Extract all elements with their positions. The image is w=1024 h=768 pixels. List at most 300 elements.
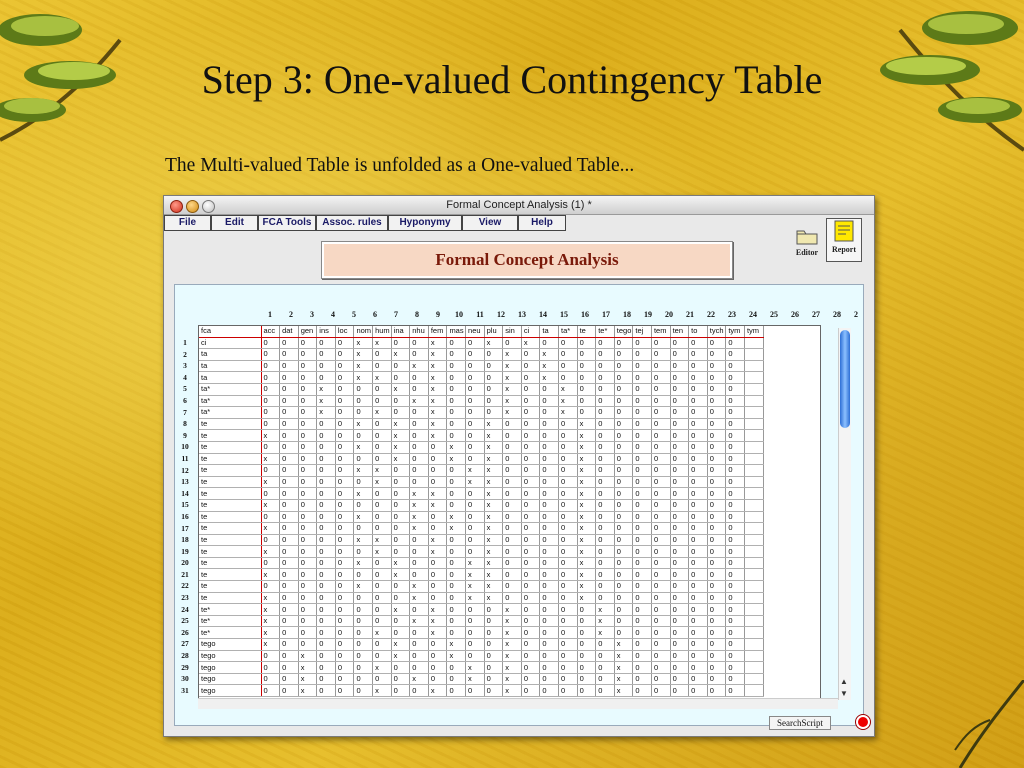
table-cell[interactable]: 0	[335, 383, 354, 395]
table-cell[interactable]	[744, 465, 763, 477]
table-cell[interactable]: 0	[559, 476, 578, 488]
table-cell[interactable]: x	[577, 557, 596, 569]
row-label[interactable]: tego	[199, 662, 261, 674]
table-cell[interactable]: 0	[466, 383, 485, 395]
table-cell[interactable]: x	[373, 465, 392, 477]
table-cell[interactable]: x	[317, 383, 336, 395]
column-header[interactable]: fem	[428, 326, 447, 337]
table-cell[interactable]: 0	[559, 523, 578, 535]
table-cell[interactable]: 0	[633, 569, 652, 581]
row-label[interactable]: te*	[199, 627, 261, 639]
table-cell[interactable]: 0	[577, 662, 596, 674]
report-tool[interactable]	[826, 218, 862, 262]
table-cell[interactable]: 0	[726, 349, 745, 361]
table-cell[interactable]: 0	[540, 407, 559, 419]
table-cell[interactable]: 0	[428, 441, 447, 453]
table-row[interactable]	[199, 337, 763, 349]
table-cell[interactable]: x	[428, 534, 447, 546]
table-cell[interactable]: 0	[633, 523, 652, 535]
table-cell[interactable]: 0	[559, 557, 578, 569]
row-label[interactable]: te	[199, 488, 261, 500]
table-cell[interactable]: x	[484, 581, 503, 593]
table-cell[interactable]: 0	[596, 418, 615, 430]
table-cell[interactable]: 0	[317, 534, 336, 546]
table-cell[interactable]: x	[503, 650, 522, 662]
table-cell[interactable]: x	[410, 499, 429, 511]
table-cell[interactable]: 0	[577, 360, 596, 372]
table-cell[interactable]: 0	[280, 581, 299, 593]
table-cell[interactable]: 0	[726, 534, 745, 546]
table-cell[interactable]: 0	[261, 372, 280, 384]
table-cell[interactable]: 0	[280, 488, 299, 500]
table-cell[interactable]: 0	[447, 662, 466, 674]
table-cell[interactable]: 0	[335, 523, 354, 535]
table-cell[interactable]: x	[559, 407, 578, 419]
horizontal-scrollbar[interactable]	[198, 698, 838, 709]
table-cell[interactable]: 0	[373, 615, 392, 627]
table-cell[interactable]: 0	[521, 383, 540, 395]
table-cell[interactable]: 0	[280, 499, 299, 511]
table-cell[interactable]: x	[428, 360, 447, 372]
table-cell[interactable]: x	[614, 650, 633, 662]
table-cell[interactable]: 0	[466, 511, 485, 523]
table-cell[interactable]: 0	[335, 337, 354, 349]
table-cell[interactable]: 0	[335, 499, 354, 511]
table-cell[interactable]: 0	[280, 511, 299, 523]
table-cell[interactable]: 0	[391, 592, 410, 604]
table-cell[interactable]: x	[354, 465, 373, 477]
table-cell[interactable]: 0	[373, 360, 392, 372]
table-cell[interactable]	[744, 372, 763, 384]
table-cell[interactable]: 0	[298, 430, 317, 442]
table-cell[interactable]: 0	[447, 418, 466, 430]
table-cell[interactable]: 0	[391, 581, 410, 593]
table-cell[interactable]: 0	[335, 604, 354, 616]
table-cell[interactable]: 0	[391, 360, 410, 372]
table-cell[interactable]: 0	[651, 604, 670, 616]
table-cell[interactable]: 0	[317, 499, 336, 511]
table-cell[interactable]: x	[521, 337, 540, 349]
table-cell[interactable]: 0	[633, 441, 652, 453]
menu-help[interactable]: Help	[518, 215, 566, 231]
table-cell[interactable]: 0	[280, 430, 299, 442]
column-header[interactable]: hum	[373, 326, 392, 337]
table-cell[interactable]: 0	[447, 430, 466, 442]
table-cell[interactable]: 0	[577, 395, 596, 407]
table-cell[interactable]: 0	[261, 673, 280, 685]
table-cell[interactable]: 0	[596, 581, 615, 593]
table-cell[interactable]: 0	[670, 395, 689, 407]
table-cell[interactable]	[744, 673, 763, 685]
table-cell[interactable]: 0	[391, 615, 410, 627]
table-cell[interactable]	[744, 349, 763, 361]
table-cell[interactable]: 0	[707, 499, 726, 511]
table-cell[interactable]	[744, 476, 763, 488]
row-label[interactable]: te	[199, 476, 261, 488]
table-row[interactable]	[199, 418, 763, 430]
column-header[interactable]: ta	[540, 326, 559, 337]
table-cell[interactable]: 0	[391, 465, 410, 477]
table-cell[interactable]: 0	[670, 673, 689, 685]
table-cell[interactable]: 0	[280, 546, 299, 558]
menu-hyponymy[interactable]: Hyponymy	[388, 215, 462, 231]
table-cell[interactable]: 0	[335, 592, 354, 604]
table-cell[interactable]: 0	[521, 557, 540, 569]
table-row[interactable]	[199, 372, 763, 384]
table-cell[interactable]	[744, 685, 763, 697]
table-cell[interactable]: 0	[317, 581, 336, 593]
table-cell[interactable]: x	[428, 337, 447, 349]
table-cell[interactable]: x	[577, 499, 596, 511]
table-cell[interactable]: 0	[298, 441, 317, 453]
column-header[interactable]: plu	[484, 326, 503, 337]
table-cell[interactable]: x	[261, 546, 280, 558]
table-cell[interactable]: 0	[373, 523, 392, 535]
table-cell[interactable]: 0	[466, 546, 485, 558]
table-cell[interactable]: 0	[410, 546, 429, 558]
table-cell[interactable]: 0	[354, 615, 373, 627]
table-cell[interactable]: x	[428, 372, 447, 384]
table-cell[interactable]: x	[428, 430, 447, 442]
table-cell[interactable]: 0	[447, 488, 466, 500]
table-cell[interactable]: 0	[317, 673, 336, 685]
table-cell[interactable]: 0	[596, 499, 615, 511]
table-cell[interactable]: 0	[317, 662, 336, 674]
table-cell[interactable]	[744, 592, 763, 604]
table-cell[interactable]: 0	[521, 418, 540, 430]
table-cell[interactable]: 0	[614, 499, 633, 511]
table-cell[interactable]: 0	[261, 662, 280, 674]
table-cell[interactable]: 0	[540, 557, 559, 569]
table-cell[interactable]: 0	[391, 476, 410, 488]
table-cell[interactable]: 0	[633, 488, 652, 500]
table-cell[interactable]: 0	[726, 569, 745, 581]
table-cell[interactable]: 0	[614, 465, 633, 477]
table-cell[interactable]: 0	[466, 615, 485, 627]
column-header[interactable]: tego	[614, 326, 633, 337]
table-cell[interactable]: 0	[559, 627, 578, 639]
table-cell[interactable]: 0	[651, 662, 670, 674]
table-cell[interactable]: 0	[670, 372, 689, 384]
table-cell[interactable]: 0	[726, 662, 745, 674]
table-cell[interactable]: 0	[447, 569, 466, 581]
table-cell[interactable]: 0	[261, 488, 280, 500]
table-cell[interactable]: 0	[521, 476, 540, 488]
table-cell[interactable]: x	[428, 615, 447, 627]
table-cell[interactable]: x	[298, 650, 317, 662]
table-cell[interactable]: 0	[651, 627, 670, 639]
table-cell[interactable]: 0	[466, 453, 485, 465]
table-cell[interactable]: x	[484, 418, 503, 430]
table-cell[interactable]: 0	[540, 418, 559, 430]
table-cell[interactable]: 0	[280, 441, 299, 453]
table-cell[interactable]: 0	[410, 383, 429, 395]
table-cell[interactable]: 0	[726, 523, 745, 535]
table-cell[interactable]: x	[261, 430, 280, 442]
table-cell[interactable]: 0	[317, 465, 336, 477]
table-cell[interactable]: 0	[689, 650, 708, 662]
table-cell[interactable]: 0	[707, 627, 726, 639]
table-cell[interactable]: 0	[410, 627, 429, 639]
table-cell[interactable]: 0	[707, 523, 726, 535]
table-cell[interactable]: 0	[410, 685, 429, 697]
table-cell[interactable]: 0	[707, 673, 726, 685]
table-cell[interactable]: 0	[447, 499, 466, 511]
table-cell[interactable]: x	[577, 581, 596, 593]
table-cell[interactable]: 0	[521, 407, 540, 419]
table-cell[interactable]: 0	[614, 581, 633, 593]
table-cell[interactable]: 0	[335, 639, 354, 651]
table-cell[interactable]: 0	[354, 499, 373, 511]
table-cell[interactable]: x	[577, 465, 596, 477]
table-cell[interactable]: 0	[354, 453, 373, 465]
table-cell[interactable]: x	[447, 441, 466, 453]
table-cell[interactable]: 0	[466, 488, 485, 500]
table-cell[interactable]: 0	[484, 662, 503, 674]
table-cell[interactable]: 0	[559, 569, 578, 581]
table-cell[interactable]: x	[373, 546, 392, 558]
table-cell[interactable]: 0	[689, 662, 708, 674]
table-cell[interactable]: 0	[726, 360, 745, 372]
table-cell[interactable]: 0	[373, 441, 392, 453]
table-cell[interactable]: 0	[298, 418, 317, 430]
table-cell[interactable]: 0	[577, 383, 596, 395]
column-header[interactable]: ten	[670, 326, 689, 337]
table-cell[interactable]	[744, 546, 763, 558]
table-cell[interactable]: x	[410, 395, 429, 407]
table-cell[interactable]: 0	[280, 476, 299, 488]
column-header[interactable]: te*	[596, 326, 615, 337]
table-cell[interactable]: 0	[428, 581, 447, 593]
table-cell[interactable]: 0	[540, 395, 559, 407]
table-row[interactable]	[199, 639, 763, 651]
table-cell[interactable]: 0	[577, 604, 596, 616]
table-cell[interactable]: 0	[670, 499, 689, 511]
table-cell[interactable]: 0	[651, 360, 670, 372]
table-cell[interactable]: 0	[521, 627, 540, 639]
window-titlebar[interactable]	[164, 196, 874, 215]
table-cell[interactable]: 0	[707, 569, 726, 581]
table-cell[interactable]: 0	[280, 523, 299, 535]
table-cell[interactable]: 0	[559, 581, 578, 593]
table-cell[interactable]: 0	[391, 673, 410, 685]
table-cell[interactable]: 0	[335, 441, 354, 453]
table-cell[interactable]: 0	[447, 581, 466, 593]
table-cell[interactable]: 0	[521, 465, 540, 477]
table-cell[interactable]: 0	[651, 337, 670, 349]
table-cell[interactable]: 0	[726, 615, 745, 627]
table-cell[interactable]: 0	[707, 337, 726, 349]
table-cell[interactable]: 0	[354, 604, 373, 616]
table-cell[interactable]: 0	[707, 476, 726, 488]
table-cell[interactable]: 0	[726, 383, 745, 395]
table-cell[interactable]: 0	[726, 372, 745, 384]
column-header[interactable]: sin	[503, 326, 522, 337]
table-cell[interactable]: 0	[707, 546, 726, 558]
table-cell[interactable]: x	[428, 499, 447, 511]
table-cell[interactable]: x	[354, 488, 373, 500]
table-cell[interactable]: 0	[484, 615, 503, 627]
table-cell[interactable]: 0	[726, 337, 745, 349]
table-cell[interactable]	[744, 418, 763, 430]
table-cell[interactable]: 0	[596, 453, 615, 465]
table-row[interactable]	[199, 615, 763, 627]
table-cell[interactable]: 0	[614, 523, 633, 535]
table-cell[interactable]: 0	[670, 511, 689, 523]
table-cell[interactable]: 0	[428, 569, 447, 581]
table-cell[interactable]: x	[410, 615, 429, 627]
row-label[interactable]: te	[199, 453, 261, 465]
table-cell[interactable]: 0	[335, 511, 354, 523]
table-cell[interactable]: x	[298, 685, 317, 697]
table-cell[interactable]: 0	[596, 534, 615, 546]
table-cell[interactable]: 0	[298, 604, 317, 616]
row-label[interactable]: te	[199, 546, 261, 558]
row-label[interactable]: tego	[199, 673, 261, 685]
table-cell[interactable]: 0	[521, 372, 540, 384]
row-label[interactable]: te*	[199, 604, 261, 616]
table-cell[interactable]: 0	[466, 441, 485, 453]
table-cell[interactable]: 0	[633, 627, 652, 639]
table-cell[interactable]: 0	[335, 685, 354, 697]
table-cell[interactable]: x	[577, 546, 596, 558]
table-cell[interactable]: 0	[559, 534, 578, 546]
table-cell[interactable]: 0	[428, 639, 447, 651]
table-cell[interactable]: 0	[540, 453, 559, 465]
table-cell[interactable]: 0	[280, 685, 299, 697]
table-cell[interactable]: x	[373, 685, 392, 697]
table-cell[interactable]: 0	[670, 592, 689, 604]
search-script-button[interactable]: SearchScript	[769, 716, 831, 730]
table-cell[interactable]: 0	[521, 488, 540, 500]
table-cell[interactable]: 0	[726, 639, 745, 651]
column-header[interactable]: nhu	[410, 326, 429, 337]
table-cell[interactable]: 0	[373, 511, 392, 523]
table-cell[interactable]: 0	[373, 581, 392, 593]
table-cell[interactable]: 0	[707, 592, 726, 604]
table-cell[interactable]: 0	[335, 395, 354, 407]
table-cell[interactable]: 0	[410, 372, 429, 384]
table-cell[interactable]: 0	[261, 511, 280, 523]
table-cell[interactable]	[744, 557, 763, 569]
table-cell[interactable]: 0	[670, 453, 689, 465]
table-cell[interactable]: 0	[317, 627, 336, 639]
table-row[interactable]	[199, 453, 763, 465]
table-cell[interactable]: x	[466, 592, 485, 604]
table-cell[interactable]: 0	[670, 523, 689, 535]
table-cell[interactable]: 0	[447, 615, 466, 627]
table-cell[interactable]: 0	[391, 395, 410, 407]
table-cell[interactable]: 0	[651, 499, 670, 511]
table-cell[interactable]: 0	[540, 546, 559, 558]
table-cell[interactable]: 0	[707, 383, 726, 395]
menu-assoc-rules[interactable]: Assoc. rules	[316, 215, 388, 231]
table-cell[interactable]: 0	[447, 476, 466, 488]
table-cell[interactable]: x	[428, 685, 447, 697]
table-cell[interactable]: x	[391, 604, 410, 616]
table-cell[interactable]: 0	[428, 476, 447, 488]
table-cell[interactable]: 0	[410, 418, 429, 430]
table-cell[interactable]: 0	[726, 407, 745, 419]
column-header[interactable]: ci	[521, 326, 540, 337]
column-header[interactable]: loc	[335, 326, 354, 337]
table-cell[interactable]: 0	[633, 557, 652, 569]
table-cell[interactable]: 0	[521, 581, 540, 593]
row-label[interactable]: tego	[199, 650, 261, 662]
scroll-up-arrow[interactable]: ▲	[840, 677, 848, 686]
table-cell[interactable]: 0	[317, 337, 336, 349]
table-cell[interactable]: 0	[261, 465, 280, 477]
table-cell[interactable]: 0	[707, 615, 726, 627]
table-cell[interactable]: 0	[614, 383, 633, 395]
table-cell[interactable]: 0	[559, 441, 578, 453]
table-cell[interactable]: x	[428, 383, 447, 395]
table-cell[interactable]: 0	[614, 511, 633, 523]
table-cell[interactable]: 0	[614, 569, 633, 581]
table-cell[interactable]: 0	[651, 581, 670, 593]
table-cell[interactable]: 0	[540, 441, 559, 453]
table-row[interactable]	[199, 360, 763, 372]
table-cell[interactable]: 0	[354, 407, 373, 419]
table-cell[interactable]: 0	[633, 639, 652, 651]
table-cell[interactable]: 0	[596, 476, 615, 488]
table-cell[interactable]: x	[466, 673, 485, 685]
table-cell[interactable]: 0	[540, 673, 559, 685]
table-cell[interactable]: 0	[651, 441, 670, 453]
table-cell[interactable]: 0	[596, 395, 615, 407]
table-cell[interactable]: 0	[503, 523, 522, 535]
table-cell[interactable]: 0	[540, 337, 559, 349]
table-cell[interactable]: 0	[447, 372, 466, 384]
table-cell[interactable]: 0	[689, 523, 708, 535]
table-cell[interactable]: x	[354, 337, 373, 349]
table-cell[interactable]: 0	[689, 441, 708, 453]
table-cell[interactable]: x	[261, 476, 280, 488]
table-cell[interactable]: 0	[689, 465, 708, 477]
column-header[interactable]: ins	[317, 326, 336, 337]
row-label[interactable]: te	[199, 441, 261, 453]
table-cell[interactable]: 0	[707, 488, 726, 500]
table-cell[interactable]: x	[577, 488, 596, 500]
table-cell[interactable]: 0	[614, 476, 633, 488]
table-cell[interactable]: 0	[726, 418, 745, 430]
table-cell[interactable]: 0	[559, 372, 578, 384]
table-cell[interactable]: 0	[280, 453, 299, 465]
table-cell[interactable]: 0	[521, 499, 540, 511]
table-cell[interactable]: 0	[726, 650, 745, 662]
table-cell[interactable]: 0	[447, 383, 466, 395]
table-cell[interactable]: 0	[410, 465, 429, 477]
table-cell[interactable]: 0	[410, 557, 429, 569]
table-cell[interactable]: x	[428, 349, 447, 361]
table-cell[interactable]: x	[614, 685, 633, 697]
table-cell[interactable]: x	[391, 557, 410, 569]
table-cell[interactable]: x	[410, 488, 429, 500]
table-cell[interactable]: x	[540, 349, 559, 361]
table-cell[interactable]: 0	[261, 534, 280, 546]
table-cell[interactable]: 0	[354, 430, 373, 442]
table-cell[interactable]: 0	[354, 627, 373, 639]
table-cell[interactable]: x	[503, 685, 522, 697]
table-cell[interactable]: 0	[373, 499, 392, 511]
table-cell[interactable]: 0	[540, 592, 559, 604]
table-cell[interactable]: x	[484, 453, 503, 465]
column-header[interactable]: nom	[354, 326, 373, 337]
table-cell[interactable]: 0	[726, 581, 745, 593]
table-cell[interactable]: 0	[503, 488, 522, 500]
row-label[interactable]: ta	[199, 372, 261, 384]
table-cell[interactable]: 0	[596, 523, 615, 535]
